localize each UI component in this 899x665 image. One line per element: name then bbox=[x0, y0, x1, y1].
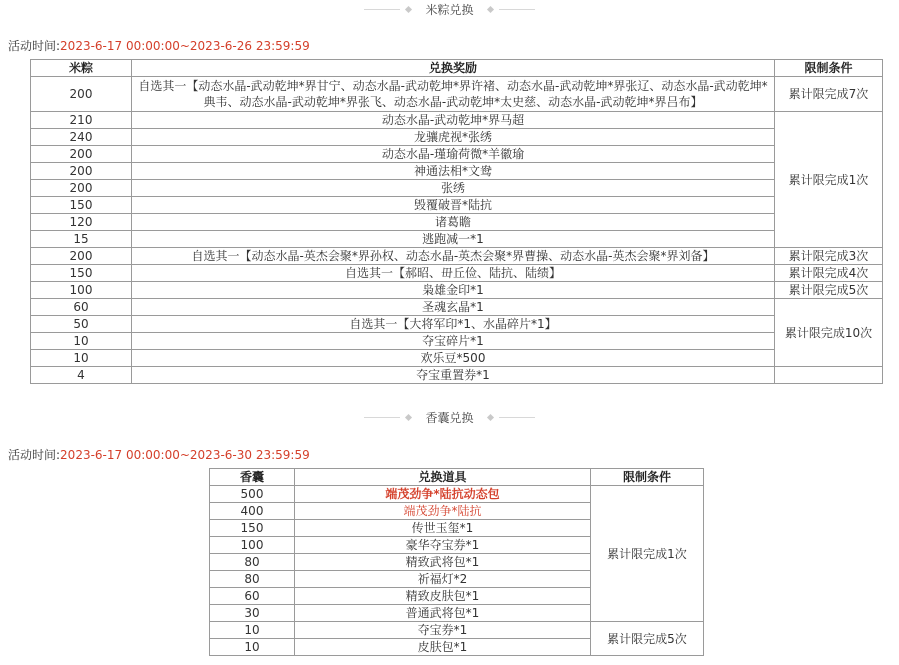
table-row bbox=[31, 316, 883, 333]
activity-time-row bbox=[8, 38, 310, 54]
table-row bbox=[31, 282, 883, 299]
limit-cell: 累计限完成3次 bbox=[775, 248, 883, 265]
table-row bbox=[31, 214, 883, 231]
reward-cell: 张绣 bbox=[132, 180, 775, 197]
section-title-sachet bbox=[0, 408, 899, 426]
cost-cell: 60 bbox=[31, 299, 132, 316]
table-row bbox=[31, 77, 883, 112]
cost-cell: 80 bbox=[210, 571, 295, 588]
limit-cell bbox=[775, 367, 883, 384]
table-row bbox=[210, 622, 704, 639]
activity-time-row bbox=[8, 447, 310, 463]
limit-cell: 累计限完成4次 bbox=[775, 265, 883, 282]
reward-cell: 夺宝重置券*1 bbox=[132, 367, 775, 384]
cost-cell: 80 bbox=[210, 554, 295, 571]
reward-cell: 夺宝碎片*1 bbox=[132, 333, 775, 350]
table-row bbox=[31, 299, 883, 316]
cost-cell: 200 bbox=[31, 163, 132, 180]
reward-cell: 龙骧虎视*张绣 bbox=[132, 129, 775, 146]
header-item: 兑换道具 bbox=[295, 469, 591, 486]
divider-line bbox=[364, 417, 400, 418]
sachet-exchange-table bbox=[209, 468, 704, 656]
cost-cell: 400 bbox=[210, 503, 295, 520]
reward-cell: 动态水晶-瑾瑜荷微*羊徽瑜 bbox=[132, 146, 775, 163]
table-row bbox=[31, 129, 883, 146]
cost-cell: 100 bbox=[210, 537, 295, 554]
reward-cell: 自选其一【动态水晶-武动乾坤*界甘宁、动态水晶-武动乾坤*界许褚、动态水晶-武动乾坤*界张辽、动态水晶-武动乾坤*典韦、动态水晶-武动乾坤*界张飞、动态水晶-武动乾坤*太史慈、动态水晶-武动乾坤*界吕布】 bbox=[132, 77, 775, 112]
cost-cell: 150 bbox=[31, 265, 132, 282]
activity-time-value: 2023-6-17 00:00:00~2023-6-26 23:59:59 bbox=[60, 39, 310, 53]
cost-cell: 240 bbox=[31, 129, 132, 146]
table-header-row bbox=[210, 469, 704, 486]
reward-cell: 诸葛瞻 bbox=[132, 214, 775, 231]
cost-cell: 210 bbox=[31, 112, 132, 129]
item-cell: 精致皮肤包*1 bbox=[295, 588, 591, 605]
limit-cell: 累计限完成5次 bbox=[591, 622, 704, 656]
diamond-icon bbox=[405, 413, 412, 420]
item-cell: 端茂劲争*陆抗动态包 bbox=[295, 486, 591, 503]
diamond-icon bbox=[486, 5, 493, 12]
cost-cell: 500 bbox=[210, 486, 295, 503]
cost-cell: 150 bbox=[210, 520, 295, 537]
section-title-rice-dumpling bbox=[0, 0, 899, 18]
item-cell: 夺宝券*1 bbox=[295, 622, 591, 639]
section-title-label: 香囊兑换 bbox=[425, 410, 474, 425]
rice-dumpling-exchange-table bbox=[30, 59, 883, 384]
reward-cell: 逃跑减一*1 bbox=[132, 231, 775, 248]
header-reward: 兑换奖励 bbox=[132, 60, 775, 77]
item-cell: 传世玉玺*1 bbox=[295, 520, 591, 537]
limit-cell: 累计限完成1次 bbox=[775, 112, 883, 248]
table-row bbox=[31, 350, 883, 367]
reward-cell: 自选其一【郝昭、毌丘俭、陆抗、陆绩】 bbox=[132, 265, 775, 282]
header-cost: 米粽 bbox=[31, 60, 132, 77]
activity-time-label: 活动时间: bbox=[8, 39, 61, 53]
cost-cell: 120 bbox=[31, 214, 132, 231]
table-row bbox=[31, 231, 883, 248]
table-header-row bbox=[31, 60, 883, 77]
table-row bbox=[31, 146, 883, 163]
table-row bbox=[31, 180, 883, 197]
reward-cell: 圣魂玄晶*1 bbox=[132, 299, 775, 316]
cost-cell: 200 bbox=[31, 248, 132, 265]
header-limit: 限制条件 bbox=[591, 469, 704, 486]
cost-cell: 60 bbox=[210, 588, 295, 605]
item-cell: 普通武将包*1 bbox=[295, 605, 591, 622]
activity-time-value: 2023-6-17 00:00:00~2023-6-30 23:59:59 bbox=[60, 448, 310, 462]
activity-time-label: 活动时间: bbox=[8, 448, 61, 462]
cost-cell: 15 bbox=[31, 231, 132, 248]
limit-cell: 累计限完成5次 bbox=[775, 282, 883, 299]
item-cell: 豪华夺宝券*1 bbox=[295, 537, 591, 554]
table-row bbox=[31, 112, 883, 129]
cost-cell: 200 bbox=[31, 146, 132, 163]
item-cell: 祈福灯*2 bbox=[295, 571, 591, 588]
header-cost: 香囊 bbox=[210, 469, 295, 486]
table-row bbox=[31, 163, 883, 180]
cost-cell: 200 bbox=[31, 180, 132, 197]
reward-cell: 枭雄金印*1 bbox=[132, 282, 775, 299]
reward-cell: 自选其一【动态水晶-英杰会聚*界孙权、动态水晶-英杰会聚*界曹操、动态水晶-英杰会聚*界刘备】 bbox=[132, 248, 775, 265]
limit-cell: 累计限完成7次 bbox=[775, 77, 883, 112]
divider-line bbox=[499, 9, 535, 10]
reward-cell: 动态水晶-武动乾坤*界马超 bbox=[132, 112, 775, 129]
limit-cell: 累计限完成1次 bbox=[591, 486, 704, 622]
cost-cell: 150 bbox=[31, 197, 132, 214]
table-row bbox=[210, 486, 704, 503]
reward-cell: 自选其一【大将军印*1、水晶碎片*1】 bbox=[132, 316, 775, 333]
limit-cell: 累计限完成10次 bbox=[775, 299, 883, 367]
item-cell: 皮肤包*1 bbox=[295, 639, 591, 656]
cost-cell: 10 bbox=[210, 622, 295, 639]
item-cell: 端茂劲争*陆抗 bbox=[295, 503, 591, 520]
table-row bbox=[31, 265, 883, 282]
reward-cell: 毁覆破晋*陆抗 bbox=[132, 197, 775, 214]
cost-cell: 4 bbox=[31, 367, 132, 384]
header-limit: 限制条件 bbox=[775, 60, 883, 77]
divider-line bbox=[364, 9, 400, 10]
table-row bbox=[31, 333, 883, 350]
diamond-icon bbox=[486, 413, 493, 420]
cost-cell: 100 bbox=[31, 282, 132, 299]
table-row bbox=[31, 248, 883, 265]
cost-cell: 10 bbox=[210, 639, 295, 656]
item-cell: 精致武将包*1 bbox=[295, 554, 591, 571]
table-row bbox=[31, 197, 883, 214]
section-title-label: 米粽兑换 bbox=[425, 2, 474, 17]
cost-cell: 50 bbox=[31, 316, 132, 333]
cost-cell: 10 bbox=[31, 333, 132, 350]
divider-line bbox=[499, 417, 535, 418]
cost-cell: 30 bbox=[210, 605, 295, 622]
cost-cell: 200 bbox=[31, 77, 132, 112]
diamond-icon bbox=[405, 5, 412, 12]
reward-cell: 神通法相*文鸯 bbox=[132, 163, 775, 180]
cost-cell: 10 bbox=[31, 350, 132, 367]
table-row bbox=[31, 367, 883, 384]
reward-cell: 欢乐豆*500 bbox=[132, 350, 775, 367]
